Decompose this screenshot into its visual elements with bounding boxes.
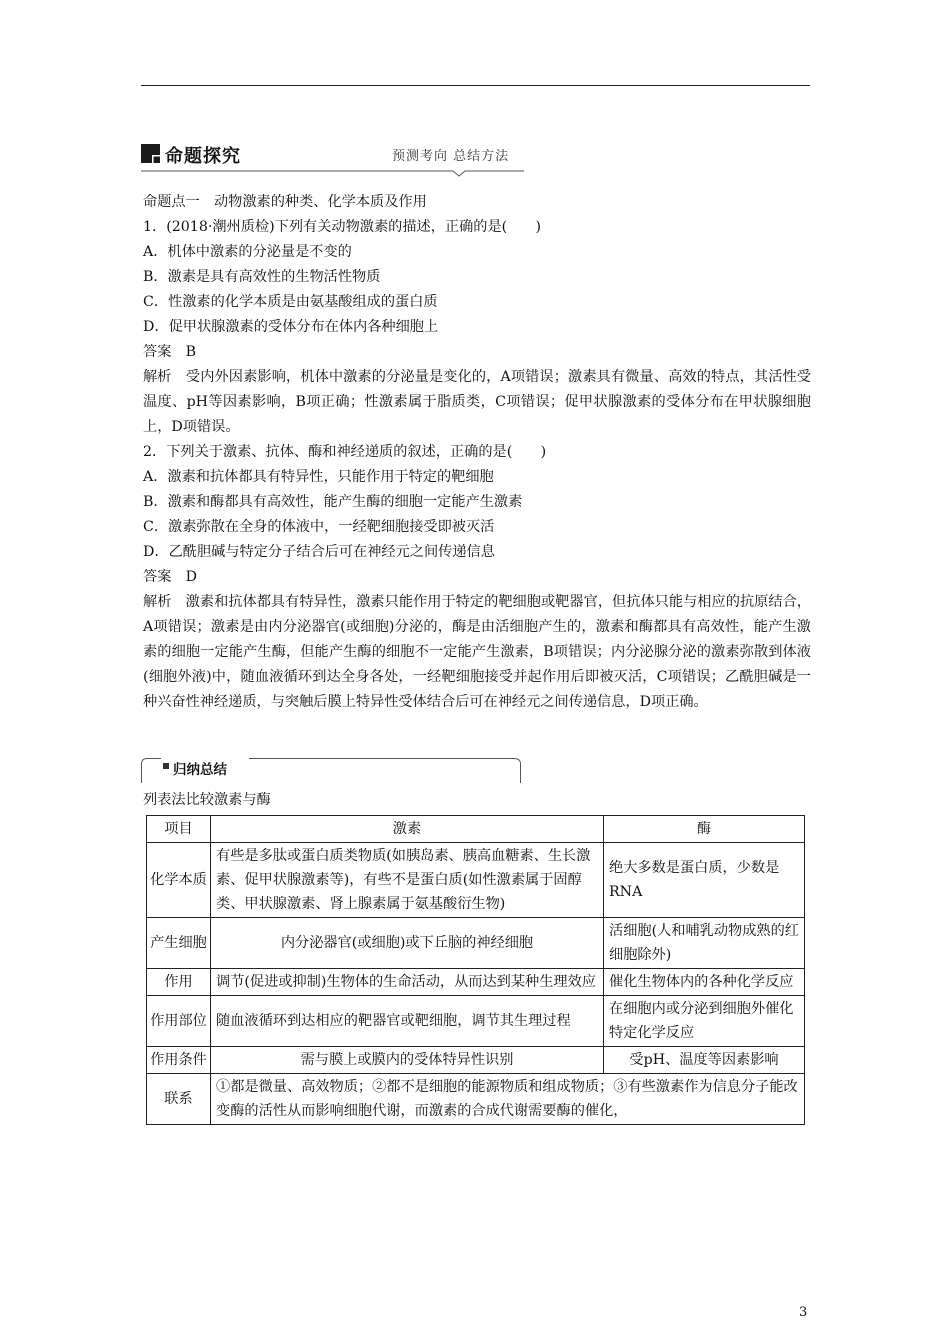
top-rule (141, 85, 810, 86)
row-hormone: 调节(促进或抑制)生物体的生命活动，从而达到某种生理效应 (211, 969, 604, 996)
section-header (141, 142, 524, 176)
row-item: 作用条件 (147, 1047, 211, 1074)
row-item: 产生细胞 (147, 918, 211, 969)
q1-answer: 答案 B (143, 344, 196, 360)
table-row (147, 1047, 805, 1074)
q1-stem: 1．(2018·潮州质检)下列有关动物激素的描述，正确的是( ) (143, 219, 542, 235)
row-item: 作用 (147, 969, 211, 996)
q1-option-c: C．性激素的化学本质是由氨基酸组成的蛋白质 (143, 294, 438, 310)
summary-header (141, 758, 521, 784)
table-header-row (147, 816, 805, 843)
row-enzyme: 活细胞(人和哺乳动物成熟的红细胞除外) (604, 918, 805, 969)
q1-option-b: B．激素是具有高效性的生物活性物质 (143, 269, 381, 285)
q2-option-d: D．乙酰胆碱与特定分子结合后可在神经元之间传递信息 (143, 544, 495, 560)
topic-heading: 命题点一 动物激素的种类、化学本质及作用 (143, 194, 427, 210)
table-row-link (147, 1074, 805, 1125)
row-hormone: 随血液循环到达相应的靶器官或靶细胞，调节其生理过程 (211, 996, 604, 1047)
table-caption: 列表法比较激素与酶 (143, 792, 271, 808)
question-body (143, 190, 811, 715)
table-row (147, 969, 805, 996)
row-enzyme: 在细胞内或分泌到细胞外催化特定化学反应 (604, 996, 805, 1047)
q2-answer: 答案 D (143, 569, 197, 585)
q2-option-a: A．激素和抗体都具有特异性，只能作用于特定的靶细胞 (143, 469, 494, 485)
header-hormone: 激素 (211, 816, 604, 843)
q2-option-b: B．激素和酶都具有高效性，能产生酶的细胞一定能产生激素 (143, 494, 523, 510)
table-row (147, 843, 805, 918)
comparison-table (146, 815, 805, 1125)
q2-stem: 2．下列关于激素、抗体、酶和神经递质的叙述，正确的是( ) (143, 444, 547, 460)
section-title: 命题探究 (165, 146, 241, 167)
row-enzyme: 绝大多数是蛋白质，少数是RNA (604, 843, 805, 918)
q1-option-a: A．机体中激素的分泌量是不变的 (143, 244, 352, 260)
q1-analysis: 解析 受内外因素影响，机体中激素的分泌量是变化的，A项错误；激素具有微量、高效的特点，其活性受温度、pH等因素影响，B项正确；性激素属于脂质类，C项错误；促甲状腺激素的受体分布在甲状腺细胞上，D项错误。 (143, 369, 811, 435)
section-square-icon (141, 144, 160, 163)
row-enzyme: 受pH、温度等因素影响 (604, 1047, 805, 1074)
link-text: ①都是微量、高效物质；②都不是细胞的能源物质和组成物质；③有些激素作为信息分子能改变酶的活性从而影响细胞代谢，而激素的合成代谢需要酶的催化， (211, 1074, 805, 1125)
row-hormone: 内分泌器官(或细胞)或下丘脑的神经细胞 (211, 918, 604, 969)
section-underline (141, 169, 524, 177)
row-item: 化学本质 (147, 843, 211, 918)
section-subtitle: 预测考向 总结方法 (392, 149, 510, 164)
q1-option-d: D．促甲状腺激素的受体分布在体内各种细胞上 (143, 319, 439, 335)
row-item: 作用部位 (147, 996, 211, 1047)
summary-title: 归纳总结 (173, 762, 227, 778)
table-row (147, 996, 805, 1047)
row-hormone: 需与膜上或膜内的受体特异性识别 (211, 1047, 604, 1074)
row-hormone: 有些是多肽或蛋白质类物质(如胰岛素、胰高血糖素、生长激素、促甲状腺激素等)，有些不是蛋白质(如性激素属于固醇类、甲状腺激素、肾上腺素属于氨基酸衍生物) (211, 843, 604, 918)
header-item: 项目 (147, 816, 211, 843)
table-row (147, 918, 805, 969)
header-enzyme: 酶 (604, 816, 805, 843)
q2-analysis: 解析 激素和抗体都具有特异性，激素只能作用于特定的靶细胞或靶器官，但抗体只能与相应的抗原结合，A项错误；激素是由内分泌器官(或细胞)分泌的，酶是由活细胞产生的，激素和酶都具有高效性，能产生激素的细胞一定能产生酶，但能产生酶的细胞不一定能产生激素，B项错误；内分泌腺分泌的激素弥散到体液(细胞外液)中，随血液循环到达全身各处，一经靶细胞接受并起作用后即被灭活，C项错误；乙酰胆碱是一种兴奋性神经递质，与突触后膜上特异性受体结合后可在神经元之间传递信息，D项正确。 (143, 594, 811, 710)
page-number: 3 (799, 1305, 808, 1320)
q2-option-c: C．激素弥散在全身的体液中，一经靶细胞接受即被灭活 (143, 519, 495, 535)
link-item: 联系 (147, 1074, 211, 1125)
row-enzyme: 催化生物体内的各种化学反应 (604, 969, 805, 996)
